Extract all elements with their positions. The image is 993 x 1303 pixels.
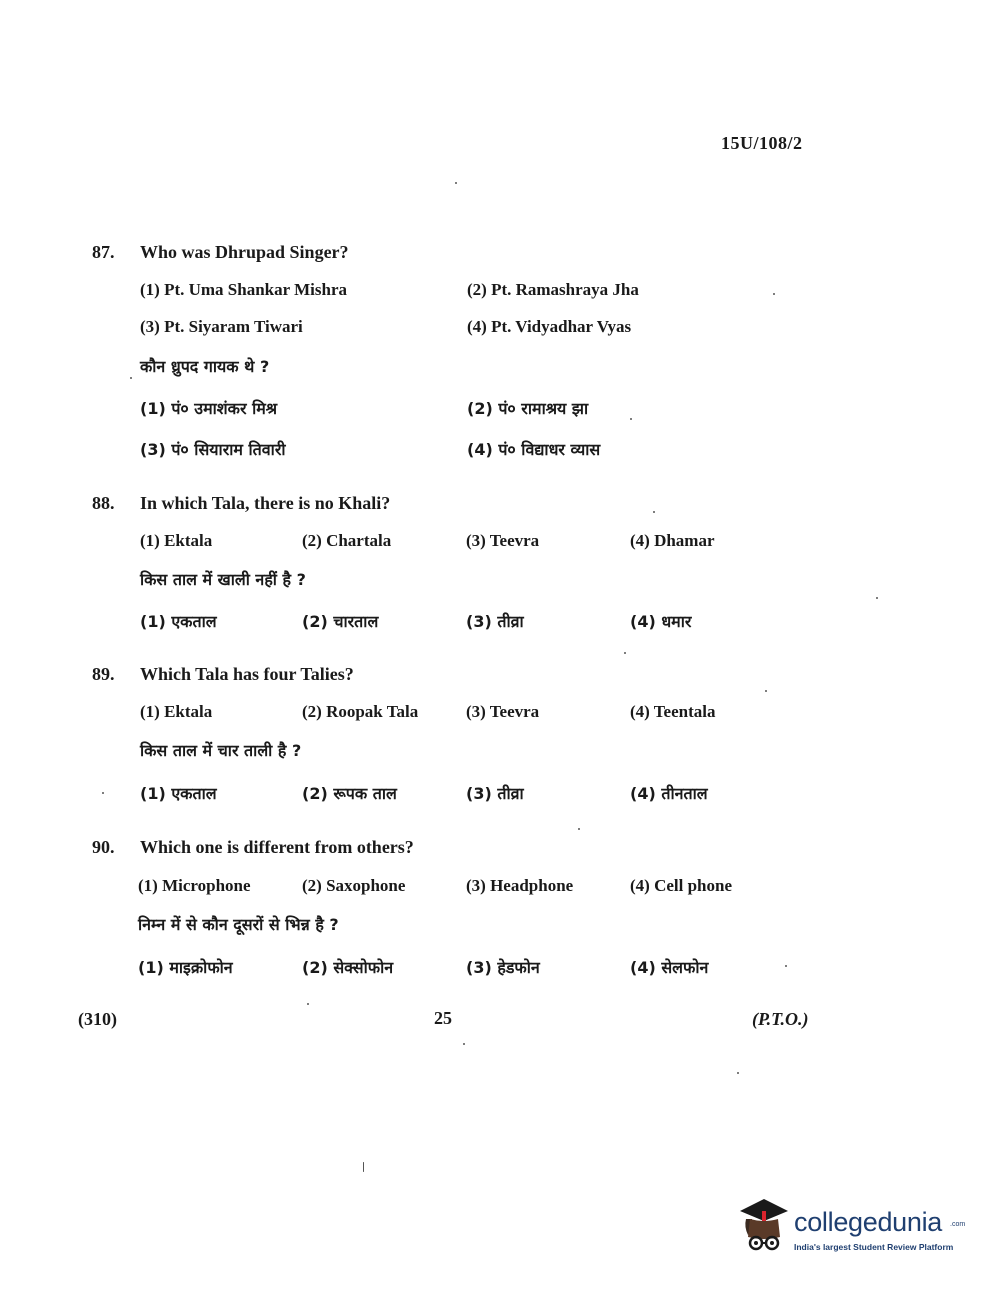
option-hindi: (2) रूपक ताल	[302, 784, 397, 803]
question-number: 88.	[92, 493, 115, 513]
paper-code: 15U/108/2	[721, 133, 803, 153]
question-number: 87.	[92, 242, 115, 262]
option: (4) Teentala	[630, 702, 716, 721]
collegedunia-logo	[736, 1195, 966, 1265]
option-hindi: (4) धमार	[630, 612, 692, 631]
logo-brand: collegedunia	[794, 1207, 943, 1237]
question-text: Which one is different from others?	[140, 837, 414, 857]
option: (4) Dhamar	[630, 531, 715, 550]
please-turn-over: (P.T.O.)	[752, 1009, 809, 1029]
option-hindi: (2) सेक्सोफोन	[302, 958, 394, 977]
mascot-icon	[736, 1197, 792, 1259]
option: (2) Chartala	[302, 531, 392, 550]
logo-suffix: .com	[950, 1221, 966, 1228]
scan-speck	[630, 418, 632, 420]
option-hindi: (3) पं० सियाराम तिवारी	[140, 440, 286, 459]
question-text-hindi: किस ताल में चार ताली है ?	[140, 741, 302, 760]
option-hindi: (2) पं० रामाश्रय झा	[467, 399, 589, 418]
booklet-code: (310)	[78, 1009, 117, 1029]
option: (3) Teevra	[466, 702, 540, 721]
option-hindi: (4) तीनताल	[630, 784, 708, 803]
question-text-hindi: किस ताल में खाली नहीं है ?	[140, 570, 306, 589]
option-hindi: (1) एकताल	[140, 612, 217, 631]
option: (3) Headphone	[466, 876, 574, 895]
scan-speck	[624, 652, 626, 654]
option-hindi: (3) तीव्रा	[466, 612, 524, 631]
option: (2) Roopak Tala	[302, 702, 419, 721]
scan-speck	[307, 1003, 309, 1005]
question-text: In which Tala, there is no Khali?	[140, 493, 391, 513]
option-hindi: (1) एकताल	[140, 784, 217, 803]
option: (1) Microphone	[138, 876, 251, 895]
scan-speck	[102, 792, 104, 794]
option: (2) Pt. Ramashraya Jha	[467, 280, 639, 299]
scan-speck	[876, 597, 878, 599]
option: (3) Pt. Siyaram Tiwari	[140, 317, 303, 336]
option: (1) Ektala	[140, 702, 213, 721]
option: (3) Teevra	[466, 531, 540, 550]
option-hindi: (1) पं० उमाशंकर मिश्र	[140, 399, 278, 418]
option-hindi: (3) हेडफोन	[466, 958, 540, 977]
option-hindi: (1) माइक्रोफोन	[138, 958, 233, 977]
scan-speck	[773, 293, 775, 295]
option-hindi: (3) तीव्रा	[466, 784, 524, 803]
scan-speck	[463, 1043, 465, 1045]
page-number: 25	[434, 1008, 452, 1028]
scan-speck	[737, 1072, 739, 1074]
scan-speck	[455, 182, 457, 184]
question-number: 90.	[92, 837, 115, 857]
option-hindi: (2) चारताल	[302, 612, 379, 631]
question-text-hindi: कौन ध्रुपद गायक थे ?	[140, 357, 270, 376]
option: (2) Saxophone	[302, 876, 406, 895]
scan-speck	[653, 511, 655, 513]
scan-speck	[363, 1162, 364, 1172]
option: (4) Cell phone	[630, 876, 732, 895]
option-hindi: (4) सेलफोन	[630, 958, 709, 977]
option: (4) Pt. Vidyadhar Vyas	[467, 317, 632, 336]
scan-speck	[578, 828, 580, 830]
scan-speck	[765, 690, 767, 692]
option: (1) Ektala	[140, 531, 213, 550]
question-text-hindi: निम्न में से कौन दूसरों से भिन्न है ?	[138, 915, 339, 934]
scan-speck	[785, 965, 787, 967]
option-hindi: (4) पं० विद्याधर व्यास	[467, 440, 601, 459]
option: (1) Pt. Uma Shankar Mishra	[140, 280, 347, 299]
logo-tagline: India's largest Student Review Platform	[794, 1242, 954, 1252]
question-number: 89.	[92, 664, 115, 684]
question-text: Who was Dhrupad Singer?	[140, 242, 349, 262]
scan-speck	[130, 377, 132, 379]
question-text: Which Tala has four Talies?	[140, 664, 354, 684]
